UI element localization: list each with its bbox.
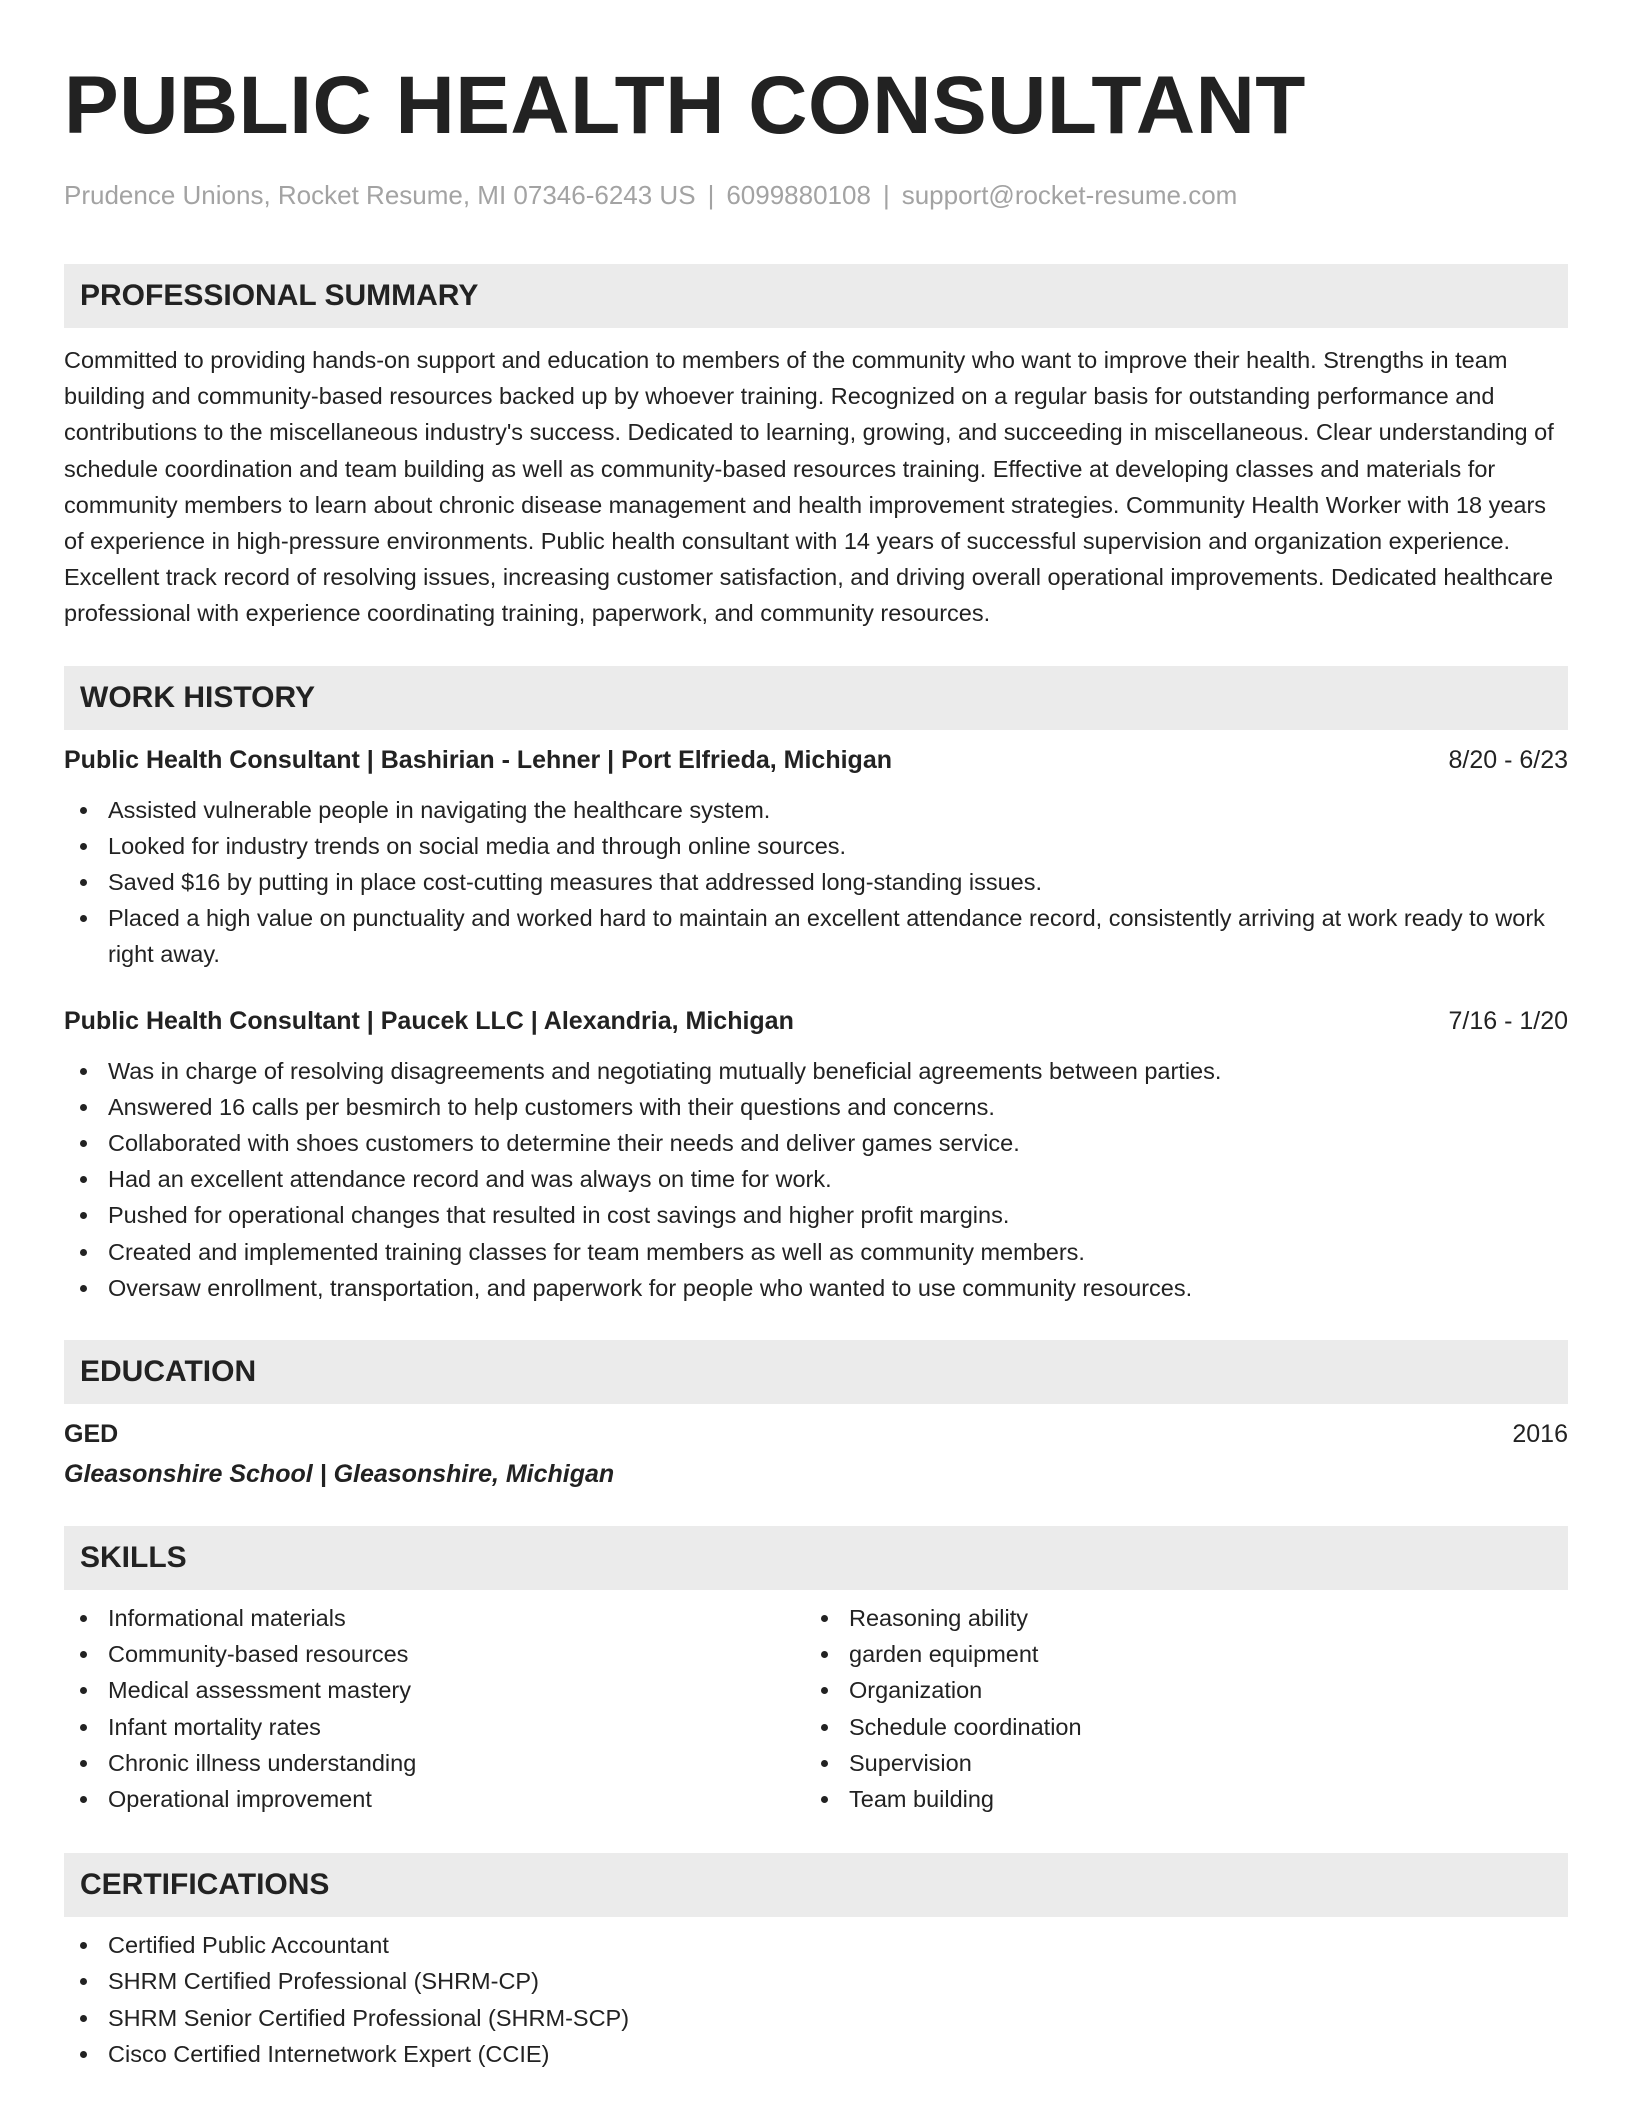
skill-item: garden equipment <box>805 1636 1546 1672</box>
skill-item: Informational materials <box>64 1600 805 1636</box>
education-heading: EDUCATION <box>64 1340 1568 1404</box>
skill-item: Team building <box>805 1781 1546 1817</box>
skill-item: Operational improvement <box>64 1781 805 1817</box>
job-bullet: Assisted vulnerable people in navigating the healthcare system. <box>64 792 1568 828</box>
skill-item: Reasoning ability <box>805 1600 1546 1636</box>
skill-item: Community-based resources <box>64 1636 805 1672</box>
job-bullet: Looked for industry trends on social media and through online sources. <box>64 828 1568 864</box>
job-entry <box>64 1003 1568 1306</box>
job-title: Public Health Consultant | Bashirian - Lehner | Port Elfrieda, Michigan <box>64 745 892 774</box>
job-dates: 7/16 - 1/20 <box>1448 1006 1568 1035</box>
summary-text: Committed to providing hands-on support and education to members of the community who want to improve their health. Strengths in team building and community-based resources backed up by whoever training. Recognized on a regular basis for outstanding performance and contributions to the miscellaneous industry's success. Dedicated to learning, growing, and succeeding in miscellaneous. Clear understanding of schedule coordination and team building as well as community-based resources training. Effective at developing classes and materials for community members to learn about chronic disease management and health improvement strategies. Community Health Worker with 18 years of experience in high-pressure environments. Public health consultant with 14 years of successful supervision and organization experience. Excellent track record of resolving issues, increasing customer satisfaction, and driving overall operational improvements. Dedicated healthcare professional with experience coordinating training, paperwork, and community resources. <box>64 347 1554 627</box>
job-bullets <box>64 1053 1568 1306</box>
job-bullet: Placed a high value on punctuality and worked hard to maintain an excellent attendance record, consistently arriving at work ready to work right away. <box>64 900 1568 972</box>
skill-item: Infant mortality rates <box>64 1709 805 1745</box>
certification-item: SHRM Senior Certified Professional (SHRM-SCP) <box>64 2000 1568 2036</box>
contact-line <box>64 178 1568 212</box>
skill-item: Medical assessment mastery <box>64 1672 805 1708</box>
certification-item: Cisco Certified Internetwork Expert (CCIE) <box>64 2036 1568 2072</box>
skills-heading: SKILLS <box>64 1526 1568 1590</box>
skills-column-left <box>64 1600 805 1817</box>
skills-column-right <box>805 1600 1546 1817</box>
skill-item: Supervision <box>805 1745 1546 1781</box>
job-header <box>64 742 1568 778</box>
job-bullets <box>64 792 1568 973</box>
job-bullet: Created and implemented training classes for team members as well as community members. <box>64 1234 1568 1270</box>
job-bullet: Oversaw enrollment, transportation, and paperwork for people who wanted to use community resources. <box>64 1270 1568 1306</box>
contact-email: support@rocket-resume.com <box>901 180 1238 210</box>
work-history-heading: WORK HISTORY <box>64 666 1568 730</box>
certification-item: Certified Public Accountant <box>64 1927 1568 1963</box>
job-bullet: Answered 16 calls per besmirch to help customers with their questions and concerns. <box>64 1089 1568 1125</box>
certifications-list <box>64 1927 1568 2072</box>
skill-item: Organization <box>805 1672 1546 1708</box>
job-bullet: Had an excellent attendance record and was always on time for work. <box>64 1161 1568 1197</box>
job-title: Public Health Consultant | Paucek LLC | Alexandria, Michigan <box>64 1006 794 1035</box>
contact-separator: | <box>882 180 890 210</box>
skills-list <box>64 1600 1568 1817</box>
contact-separator: | <box>707 180 715 210</box>
certification-item: SHRM Certified Professional (SHRM-CP) <box>64 1963 1568 1999</box>
job-bullet: Saved $16 by putting in place cost-cutting measures that addressed long-standing issues. <box>64 864 1568 900</box>
summary-heading: PROFESSIONAL SUMMARY <box>64 264 1568 328</box>
education-header <box>64 1416 1568 1452</box>
job-bullet: Collaborated with shoes customers to determine their needs and deliver games service. <box>64 1125 1568 1161</box>
job-header <box>64 1003 1568 1039</box>
job-dates: 8/20 - 6/23 <box>1448 745 1568 774</box>
job-bullet: Pushed for operational changes that resulted in cost savings and higher profit margins. <box>64 1197 1568 1233</box>
job-bullet: Was in charge of resolving disagreements and negotiating mutually beneficial agreements between parties. <box>64 1053 1568 1089</box>
job-entry <box>64 742 1568 973</box>
education-degree: GED <box>64 1420 119 1449</box>
education-year: 2016 <box>1512 1420 1568 1449</box>
contact-phone: 6099880108 <box>726 180 871 210</box>
resume-name: PUBLIC HEALTH CONSULTANT <box>64 60 1306 151</box>
education-school: Gleasonshire School | Gleasonshire, Michigan <box>64 1460 615 1489</box>
skill-item: Chronic illness understanding <box>64 1745 805 1781</box>
contact-address: Prudence Unions, Rocket Resume, MI 07346-6243 US <box>64 180 696 210</box>
certifications-heading: CERTIFICATIONS <box>64 1853 1568 1917</box>
skill-item: Schedule coordination <box>805 1709 1546 1745</box>
